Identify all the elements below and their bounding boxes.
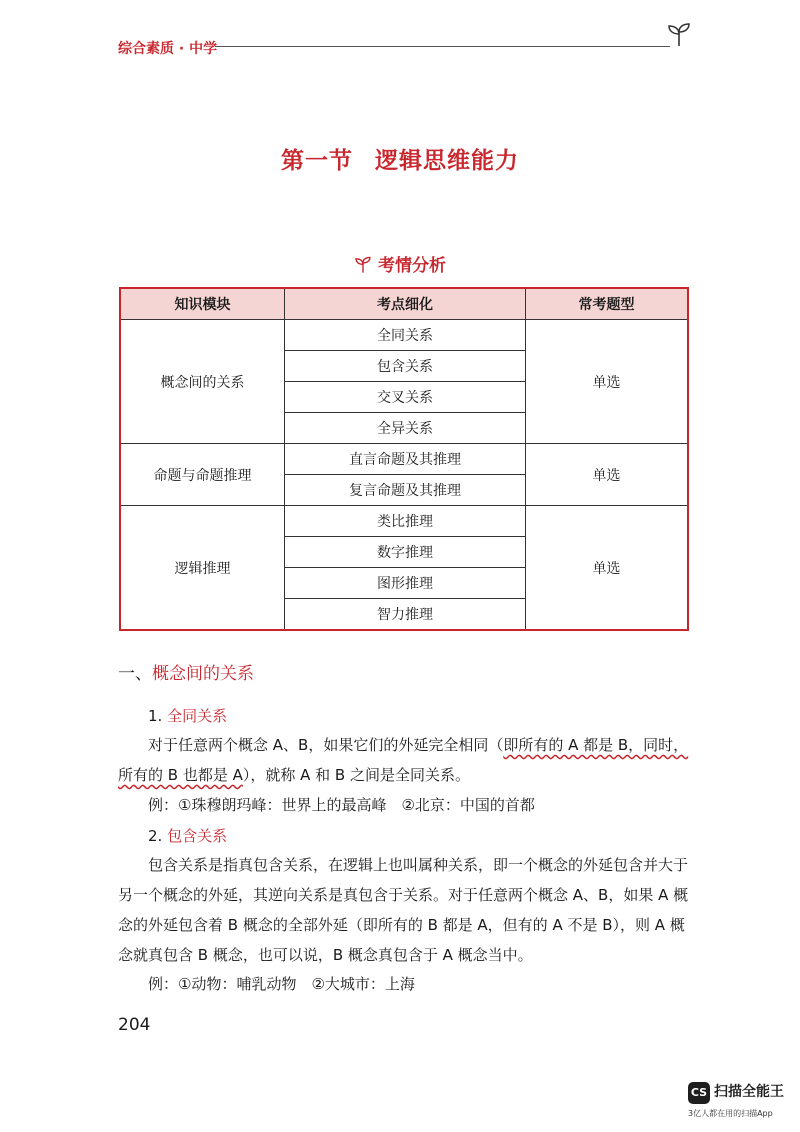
point-cell: 复言命题及其推理 [284, 475, 525, 506]
subheading-inclusion [148, 825, 227, 846]
paragraph-text: 对于任意两个概念 A、B，如果它们的外延完全相同（ [148, 736, 504, 754]
paragraph-inclusion: 包含关系是指真包含关系，在逻辑上也叫属种关系，即一个概念的外延包含并大于另一个概念的外延，其逆向关系是真包含于关系。对于任意两个概念 A、B，如果 A 概念的外延包含着 B 概念的全部外延（即所有的 B 都是 A，但有的 A 不是 B），则 A 概念就真包含 B 概念，也可以说，B 概念真包含于 A 概念当中。 [118, 856, 689, 964]
subheading-prefix: 2. [148, 827, 168, 845]
heading-prefix: 一、 [118, 664, 152, 684]
module-cell: 概念间的关系 [120, 320, 284, 444]
analysis-title-text: 考情分析 [378, 256, 446, 276]
heading-rest: 的关系 [203, 664, 254, 684]
page-number: 204 [118, 1015, 151, 1035]
point-cell: 图形推理 [284, 568, 525, 599]
heading-concept-relations [118, 659, 254, 684]
point-cell: 直言命题及其推理 [284, 444, 525, 475]
sprout-icon [666, 22, 692, 48]
module-cell: 命题与命题推理 [120, 444, 284, 506]
example-identity: 例：①珠穆朗玛峰：世界上的最高峰 ②北京：中国的首都 [148, 796, 535, 814]
paragraph-identity [118, 730, 696, 790]
table-header: 考点细化 [284, 288, 525, 320]
camscanner-tagline: 3亿人都在用的扫描App [688, 1109, 773, 1118]
subheading-highlight: 全同关系 [167, 707, 228, 725]
subheading-prefix: 1. [148, 707, 168, 725]
table-header: 知识模块 [120, 288, 284, 320]
point-cell: 全异关系 [284, 413, 525, 444]
type-cell: 单选 [526, 444, 688, 506]
header-title: 综合素质 · 中学 [118, 41, 218, 57]
camscanner-name: 扫描全能王 [714, 1084, 784, 1100]
heading-highlight: 概念间 [152, 664, 203, 684]
table-row [120, 444, 688, 475]
point-cell: 数字推理 [284, 537, 525, 568]
type-cell: 单选 [526, 506, 688, 631]
section-name: 逻辑思维能力 [375, 148, 519, 174]
table-header-row [120, 288, 688, 320]
section-title [0, 142, 800, 175]
camscanner-logo: CS [688, 1082, 710, 1104]
point-cell: 类比推理 [284, 506, 525, 537]
example-inclusion: 例：①动物：哺乳动物 ②大城市：上海 [148, 975, 415, 993]
subheading-identity [148, 705, 227, 726]
header-rule [215, 46, 670, 47]
point-cell: 交叉关系 [284, 382, 525, 413]
point-cell: 全同关系 [284, 320, 525, 351]
type-cell: 单选 [526, 320, 688, 444]
table-row [120, 506, 688, 537]
table-row [120, 320, 688, 351]
exam-analysis-table [119, 287, 689, 631]
module-cell: 逻辑推理 [120, 506, 284, 631]
point-cell: 智力推理 [284, 599, 525, 631]
paragraph-text: ），就称 A 和 B 之间是全同关系。 [242, 766, 470, 784]
sprout-small-icon [354, 256, 372, 274]
section-number: 第一节 [281, 148, 353, 174]
wavy-emphasis: 即所有的 A 都是 B，同时，所有的 B 也都是 A [118, 736, 689, 784]
point-cell: 包含关系 [284, 351, 525, 382]
table-header: 常考题型 [526, 288, 688, 320]
analysis-title [0, 251, 800, 276]
subheading-highlight: 包含关系 [167, 827, 228, 845]
